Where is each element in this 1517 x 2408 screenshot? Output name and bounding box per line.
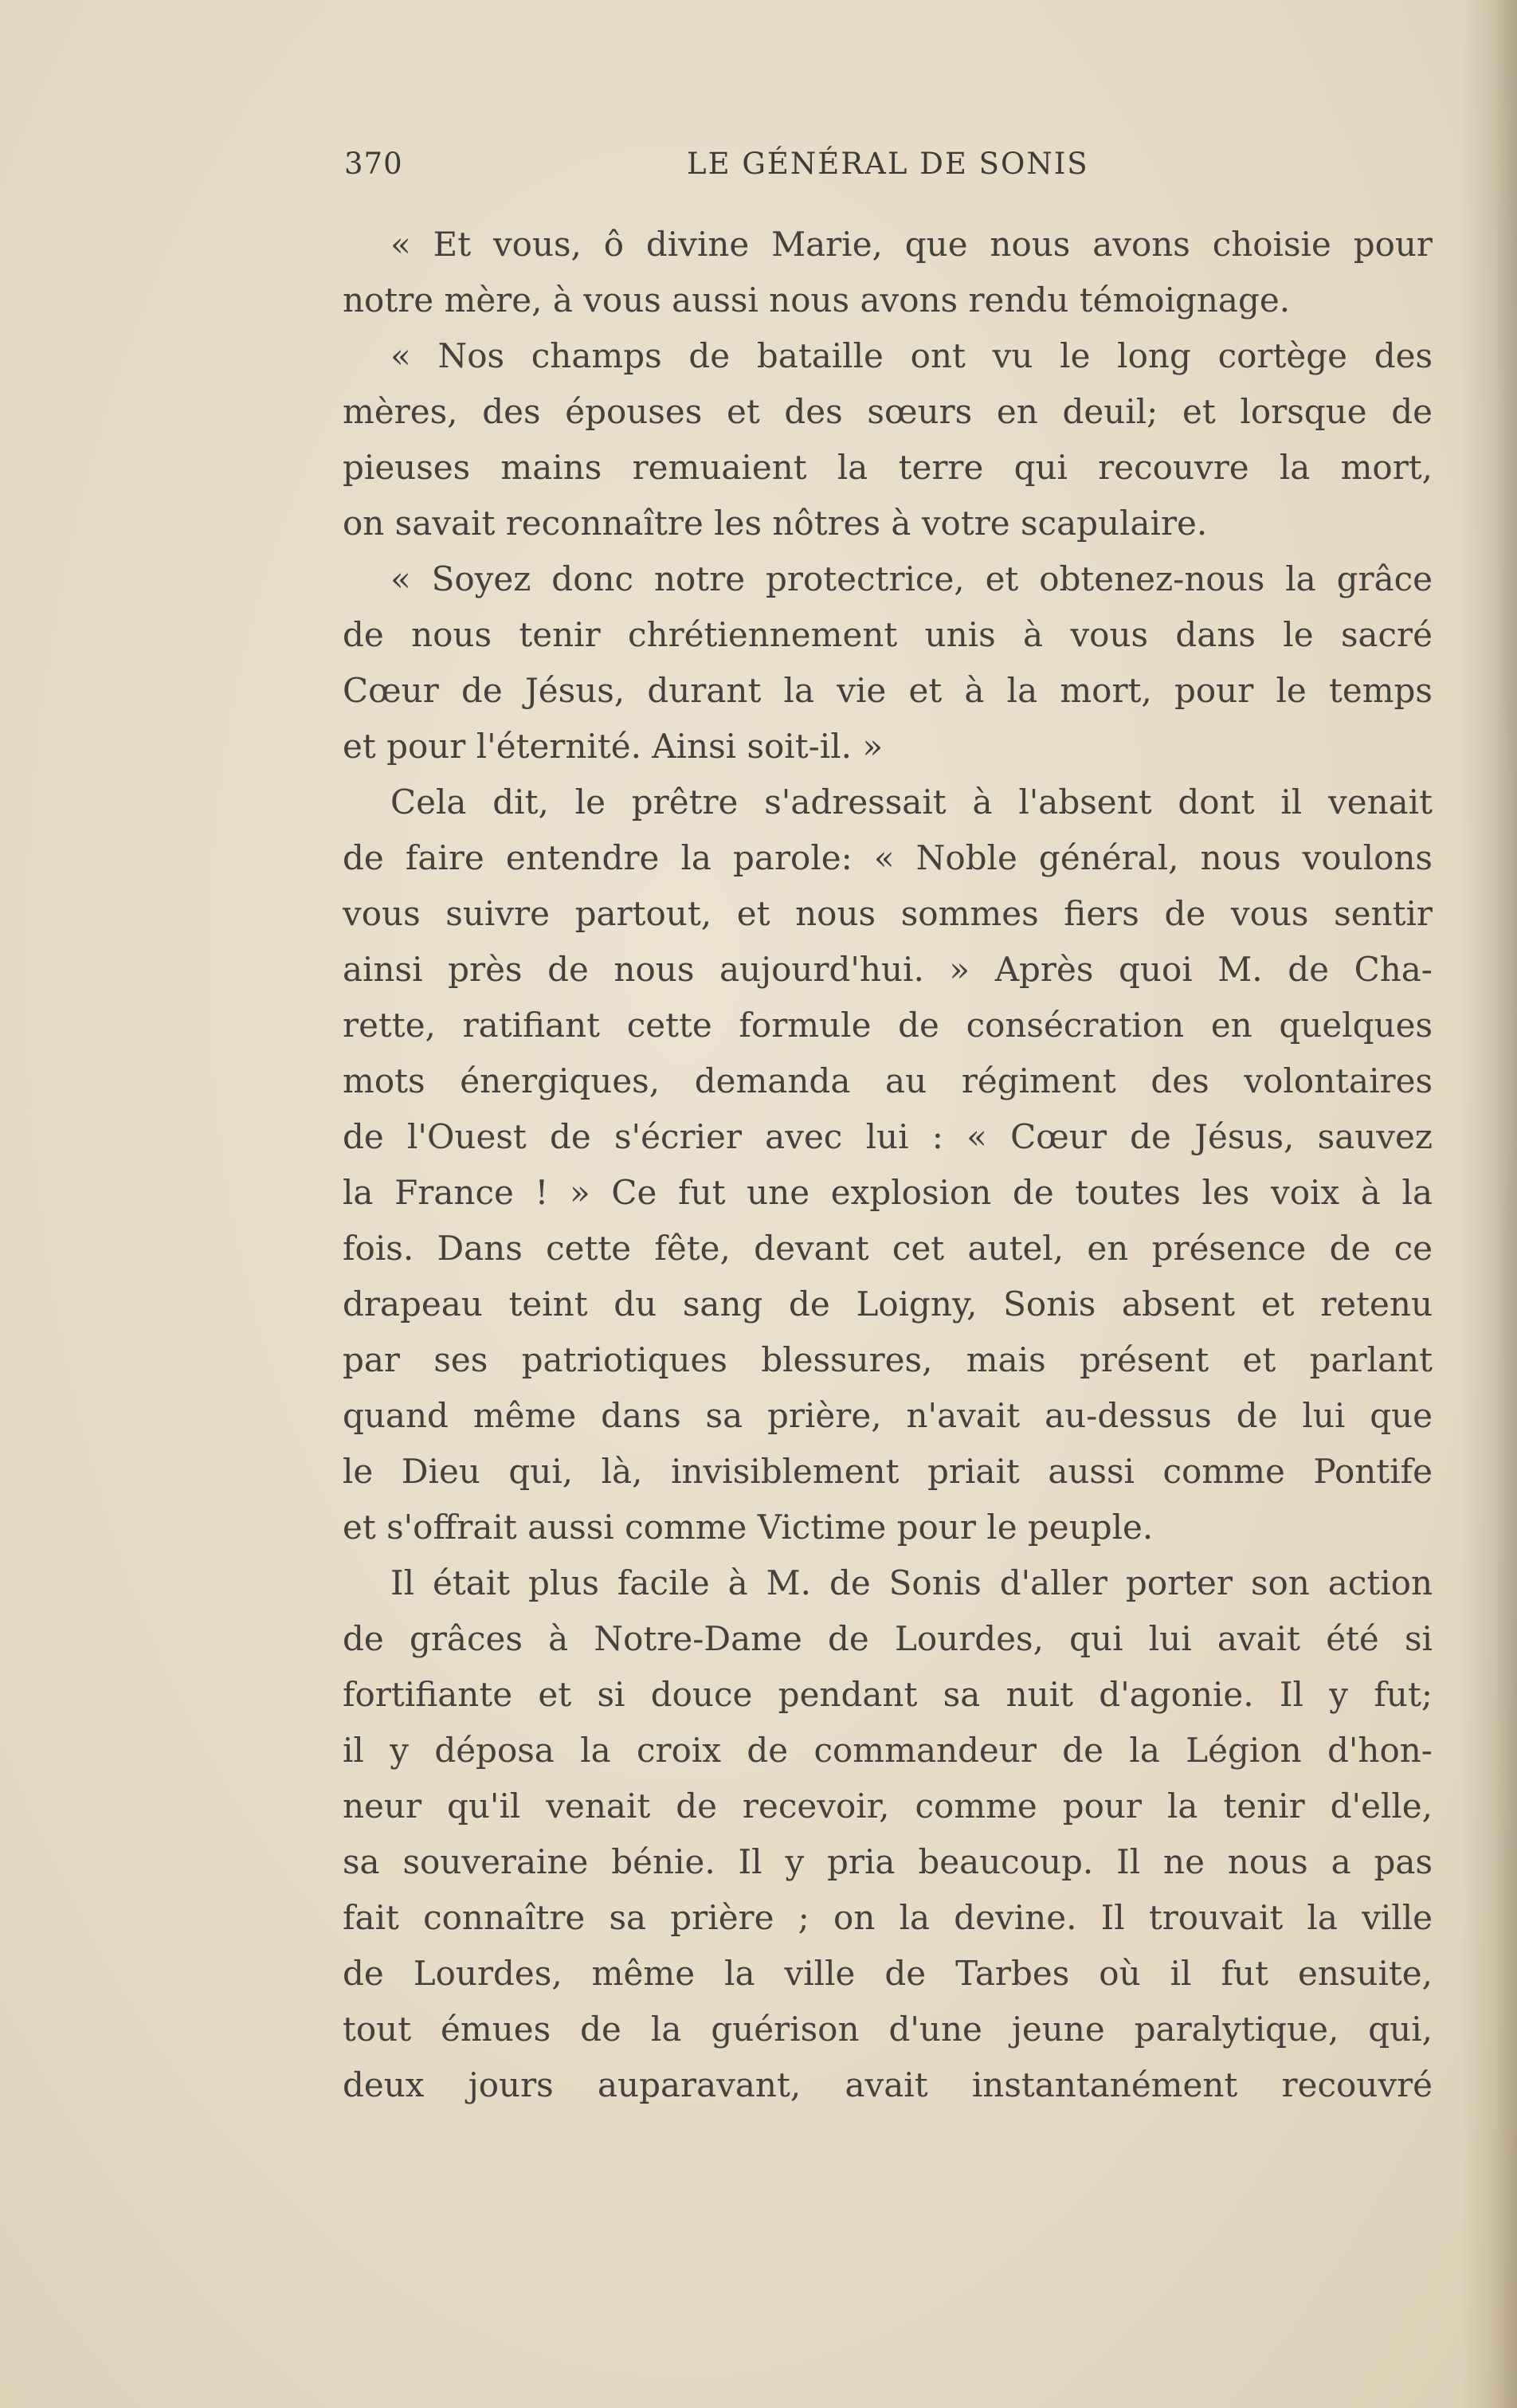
text-line: mots énergiques, demanda au régiment des volontaires	[343, 1061, 1433, 1100]
text-line: de l'Ouest de s'écrier avec lui : « Cœur de Jésus, sauvez	[343, 1117, 1433, 1156]
running-title: LE GÉNÉRAL DE SONIS	[687, 147, 1089, 181]
text-line: « Soyez donc notre protectrice, et obtenez-nous la grâce	[390, 559, 1433, 598]
text-line: quand même dans sa prière, n'avait au-dessus de lui que	[343, 1396, 1433, 1435]
text-line: notre mère, à vous aussi nous avons rendu témoignage.	[343, 280, 1291, 320]
text-line: vous suivre partout, et nous sommes fiers de vous sentir	[343, 894, 1433, 933]
text-line: de nous tenir chrétiennement unis à vous dans le sacré	[343, 615, 1433, 654]
text-line: mères, des épouses et des sœurs en deuil; et lorsque de	[343, 392, 1433, 431]
text-line: fortifiante et si douce pendant sa nuit d'agonie. Il y fut;	[343, 1675, 1433, 1714]
text-line: deux jours auparavant, avait instantanément recouvré	[343, 2065, 1433, 2104]
text-line: drapeau teint du sang de Loigny, Sonis absent et retenu	[343, 1284, 1433, 1324]
text-line: Cœur de Jésus, durant la vie et à la mort, pour le temps	[343, 671, 1433, 710]
page-gutter-shadow	[1461, 0, 1517, 2408]
text-line: de grâces à Notre-Dame de Lourdes, qui lui avait été si	[343, 1619, 1433, 1658]
text-line: neur qu'il venait de recevoir, comme pour la tenir d'elle,	[343, 1786, 1433, 1826]
text-line: de Lourdes, même la ville de Tarbes où il fut ensuite,	[343, 1954, 1433, 1993]
text-line: le Dieu qui, là, invisiblement priait aussi comme Pontife	[343, 1452, 1433, 1491]
text-line: « Et vous, ô divine Marie, que nous avons choisie pour	[390, 225, 1433, 264]
text-line: fois. Dans cette fête, devant cet autel, en présence de ce	[343, 1229, 1433, 1268]
text-line: de faire entendre la parole: « Noble général, nous voulons	[343, 838, 1433, 877]
text-line: on savait reconnaître les nôtres à votre scapulaire.	[343, 504, 1208, 543]
text-line: et pour l'éternité. Ainsi soit-il. »	[343, 727, 884, 766]
text-line: Cela dit, le prêtre s'adressait à l'absent dont il venait	[390, 782, 1433, 822]
page-number: 370	[344, 147, 403, 181]
text-line: fait connaître sa prière ; on la devine. Il trouvait la ville	[343, 1898, 1433, 1937]
text-line: Il était plus facile à M. de Sonis d'aller porter son action	[390, 1563, 1433, 1602]
text-line: ainsi près de nous aujourd'hui. » Après quoi M. de Cha-	[343, 950, 1433, 989]
text-line: par ses patriotiques blessures, mais présent et parlant	[343, 1340, 1433, 1379]
text-line: rette, ratifiant cette formule de consécration en quelques	[343, 1006, 1433, 1045]
text-line: pieuses mains remuaient la terre qui recouvre la mort,	[343, 448, 1433, 487]
text-line: la France ! » Ce fut une explosion de toutes les voix à la	[343, 1173, 1433, 1212]
text-line: « Nos champs de bataille ont vu le long cortège des	[390, 336, 1433, 375]
text-line: tout émues de la guérison d'une jeune paralytique, qui,	[343, 2010, 1433, 2049]
running-header	[344, 147, 1431, 194]
text-line: sa souveraine bénie. Il y pria beaucoup. Il ne nous a pas	[343, 1842, 1433, 1881]
text-line: et s'offrait aussi comme Victime pour le peuple.	[343, 1508, 1154, 1547]
text-line: il y déposa la croix de commandeur de la Légion d'hon-	[343, 1731, 1433, 1770]
body-text	[343, 217, 1433, 2113]
